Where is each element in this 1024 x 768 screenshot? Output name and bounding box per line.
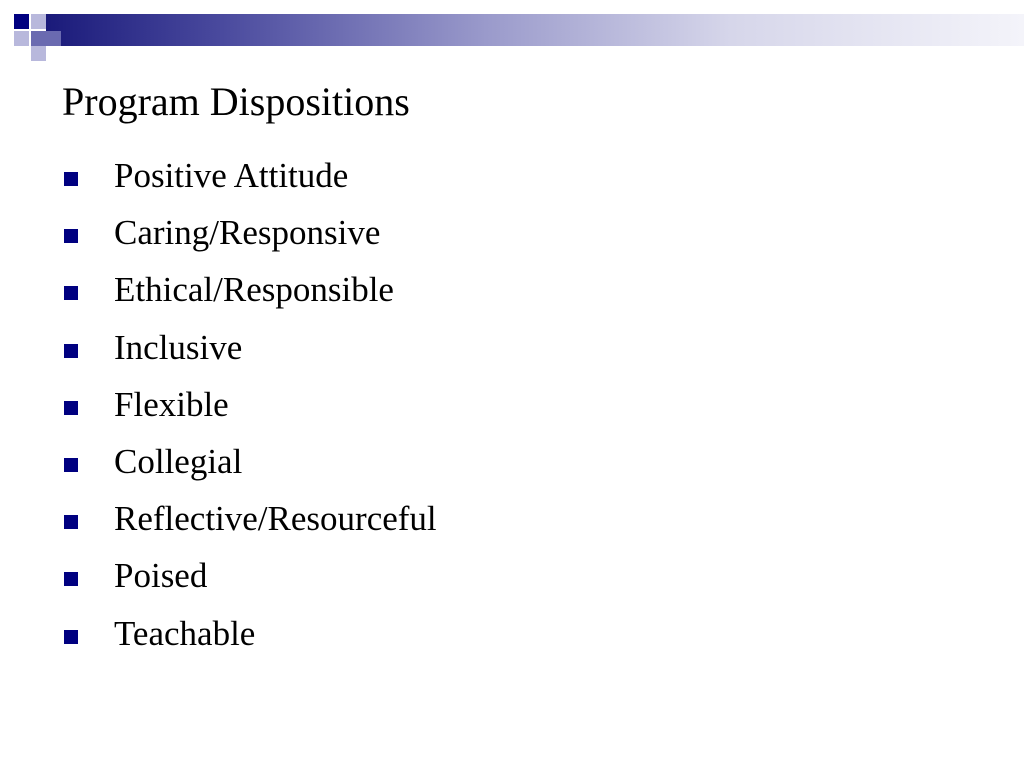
square-bullet-icon [64, 515, 78, 529]
square-bullet-icon [64, 630, 78, 644]
decorative-square [31, 46, 46, 61]
square-bullet-icon [64, 458, 78, 472]
list-item [64, 610, 437, 667]
header-gradient-band [46, 14, 1024, 46]
bullet-text: Collegial [114, 441, 243, 481]
square-bullet-icon [64, 401, 78, 415]
decorative-square [46, 31, 61, 46]
decorative-square [14, 14, 29, 29]
bullet-text: Positive Attitude [114, 156, 349, 195]
bullet-text: Inclusive [114, 327, 243, 367]
list-item [64, 152, 437, 209]
bullet-list [64, 152, 437, 667]
bullet-text: Caring/Responsive [114, 213, 381, 253]
list-item [64, 438, 437, 495]
list-item [64, 324, 437, 381]
list-item [64, 495, 437, 552]
slide-title: Program Dispositions [62, 79, 410, 124]
decorative-square [31, 14, 46, 29]
square-bullet-icon [64, 172, 78, 186]
square-bullet-icon [64, 572, 78, 586]
bullet-text: Reflective/Resourceful [114, 499, 437, 539]
decorative-square [14, 31, 29, 46]
square-bullet-icon [64, 286, 78, 300]
list-item [64, 381, 437, 438]
square-bullet-icon [64, 344, 78, 358]
list-item [64, 552, 437, 609]
square-bullet-icon [64, 229, 78, 243]
list-item [64, 209, 437, 266]
bullet-text: Poised [114, 556, 208, 596]
bullet-text: Teachable [114, 613, 256, 653]
decorative-square [31, 31, 46, 46]
bullet-text: Flexible [114, 384, 229, 424]
list-item [64, 266, 437, 323]
bullet-text: Ethical/Responsible [114, 270, 394, 310]
